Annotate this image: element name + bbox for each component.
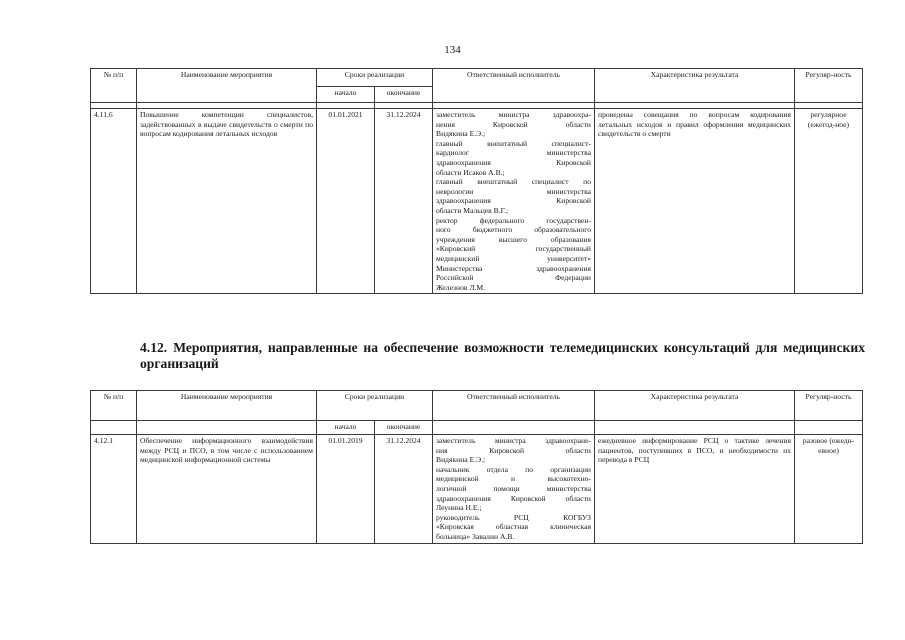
row-end: 31.12.2024 — [375, 109, 433, 294]
row-name: Обеспечение информационного взаимодействия между РСЦ и ПСО, в том числе с использованием медицинской информационной системы — [137, 435, 317, 544]
header-result: Характеристика результата — [595, 69, 795, 103]
table-measures-4-12 — [90, 390, 863, 544]
row-regularity: разовое (ежедн-евное) — [795, 435, 863, 544]
row-result: ежедневное информирование РСЦ о тактике лечения пациентов, поступивших в ПСО, и необходимости их перевода в РСЦ — [595, 435, 795, 544]
page-number: 134 — [444, 44, 461, 56]
row-end: 31.12.2024 — [375, 435, 433, 544]
header-result: Характеристика результата — [595, 391, 795, 421]
table-header-row — [91, 69, 863, 87]
table-measures-4-11 — [90, 68, 863, 294]
header-executor: Ответственный исполнитель — [433, 391, 595, 421]
header-start: начало — [317, 421, 375, 435]
table-subheader-row — [91, 421, 863, 435]
section-number: 4.12. — [140, 340, 168, 355]
table-row — [91, 435, 863, 544]
header-regularity: Регуляр-ность — [795, 69, 863, 103]
row-num: 4.11.6 — [91, 109, 137, 294]
row-executor: заместитель министра здравоохране- ния Кировской области Видякина Е.Э.; начальник отдела по организации медицинской и высокотехно- логичной помощи министерства здравоохранения Кировской области Леунина Н.Е.; руководитель РСЦ КОГБУЗ «Кировская областная клиническая больница» Завалин А.В. — [433, 435, 595, 544]
header-num: № п/п — [91, 69, 137, 103]
section-heading — [140, 340, 865, 372]
row-name: Повышение компетенции специалистов, задействованных в выдаче свидетельств о смерти по вопросам кодирования летальных исходов — [137, 109, 317, 294]
table-row — [91, 109, 863, 294]
header-end: окончание — [375, 87, 433, 103]
header-num: № п/п — [91, 391, 137, 421]
row-regularity: регулярное (ежегод-ное) — [795, 109, 863, 294]
row-num: 4.12.1 — [91, 435, 137, 544]
section-title: Мероприятия, направленные на обеспечение возможности телемедицинских консультаций для медицинских организаций — [140, 340, 865, 371]
header-terms: Сроки реализации — [317, 391, 433, 421]
row-executor: заместитель министра здравоохра- нения Кировской области Видякина Е.Э.; главный внештатный специалист- кардиолог министерства здравоохранения Кировской области Исаков А.В.; главный внештатный специалист по неврологии министерства здравоохранения Кировской области Мальцев В.Г.; ректор федерального государствен- ного бюджетного образовательного учреждения высшего образования «Кировский государственный медицинский университет» Министерства здравоохранения Российской Федерации Железнов Л.М. — [433, 109, 595, 294]
header-name: Наименование мероприятия — [137, 391, 317, 421]
header-end: окончание — [375, 421, 433, 435]
header-executor: Ответственный исполнитель — [433, 69, 595, 103]
row-start: 01.01.2021 — [317, 109, 375, 294]
row-start: 01.01.2019 — [317, 435, 375, 544]
header-name: Наименование мероприятия — [137, 69, 317, 103]
header-start: начало — [317, 87, 375, 103]
table-header-row — [91, 391, 863, 421]
row-result: проведены совещания по вопросам кодирования летальных исходов и правил оформления медицинских свидетельств о смерти — [595, 109, 795, 294]
header-terms: Сроки реализации — [317, 69, 433, 87]
header-regularity: Регуляр-ность — [795, 391, 863, 421]
